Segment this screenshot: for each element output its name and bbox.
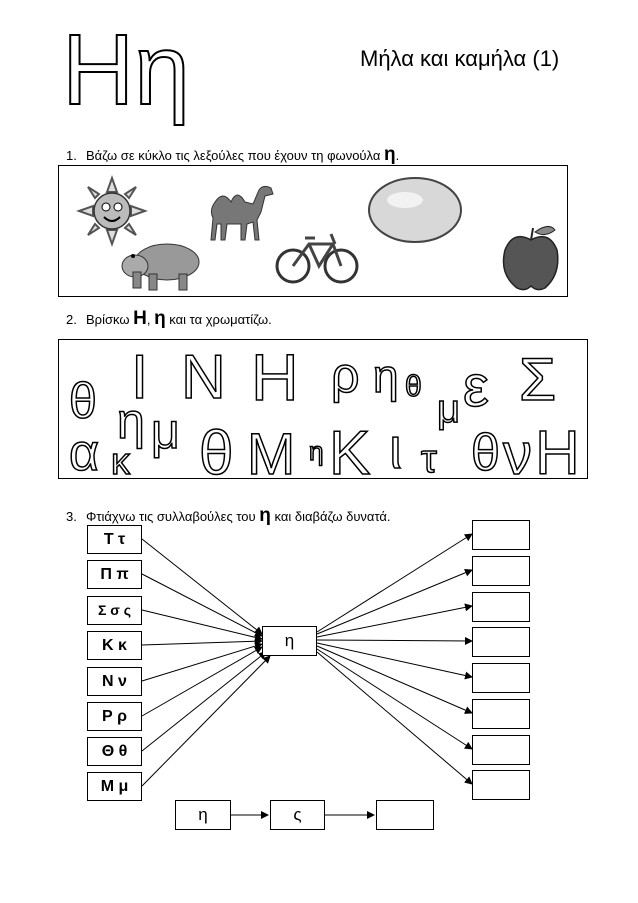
syllable-box-sigma: Σ σ ς (87, 596, 142, 625)
letter-eta-upper-1[interactable]: Η (251, 340, 299, 414)
letter-theta-1[interactable]: θ (69, 373, 97, 429)
bottom-answer-box[interactable] (376, 800, 434, 830)
syllable-box-pi: Π π (87, 560, 142, 589)
exercise-3-eta: η (259, 505, 271, 526)
exercise-2-text-end: και τα χρωματίζω. (165, 312, 272, 327)
answer-box-2[interactable] (472, 556, 530, 586)
answer-box-4[interactable] (472, 627, 530, 657)
syllable-box-mu: Μ μ (87, 772, 142, 801)
syllable-box-rho: Ρ ρ (87, 702, 142, 731)
letter-iota-lower[interactable]: ι (389, 416, 402, 481)
exercise-2-lower-eta: η (154, 308, 166, 329)
bottom-final-sigma-box: ς (270, 800, 325, 830)
answer-box-3[interactable] (472, 592, 530, 622)
letter-iota-upper[interactable]: Ι (131, 343, 149, 412)
exercise-2-comma: , (146, 312, 155, 327)
letter-rho[interactable]: ρ (331, 347, 360, 403)
answer-box-7[interactable] (472, 735, 530, 765)
center-eta-box: η (262, 626, 317, 656)
syllable-box-kappa: Κ κ (87, 631, 142, 660)
exercise-1-eta: η (383, 144, 396, 165)
answer-box-8[interactable] (472, 770, 530, 800)
exercise-1-number: 1. (66, 148, 77, 163)
letter-theta-3[interactable]: θ (199, 419, 234, 488)
letter-kappa-upper[interactable]: Κ (329, 419, 371, 488)
letter-sigma-upper[interactable]: Σ (519, 346, 557, 413)
exercise-1-text: Βάζω σε κύκλο τις λεξούλες που έχουν τη φωνούλα (86, 148, 384, 163)
syllable-box-tau: Τ τ (87, 525, 142, 554)
exercise-3-text-start: Φτιάχνω τις συλλαβούλες του (86, 509, 260, 524)
exercise-3-text-end: και διαβάζω δυνατά. (270, 509, 391, 524)
exercise-2-number: 2. (66, 312, 77, 327)
letter-mu-upper[interactable]: Μ (247, 422, 296, 487)
letter-mu-1[interactable]: μ (151, 403, 180, 459)
letter-eta-lower-2[interactable]: η (117, 393, 145, 449)
answer-box-5[interactable] (472, 663, 530, 693)
syllable-box-nu: Ν ν (87, 667, 142, 696)
letter-theta-4[interactable]: θ (471, 424, 500, 482)
exercise-2-text-start: Βρίσκω (86, 312, 134, 327)
letter-eta-lower-1[interactable]: η (373, 350, 399, 402)
letter-theta-2[interactable]: θ (405, 370, 422, 403)
letter-epsilon[interactable]: ε (463, 354, 489, 419)
answer-box-6[interactable] (472, 699, 530, 729)
page-title: Μήλα και καμήλα (1) (360, 46, 560, 71)
exercise-3-number: 3. (66, 509, 77, 524)
letter-kappa-lower[interactable]: κ (111, 441, 130, 483)
letter-alpha[interactable]: α (69, 424, 100, 482)
letter-nu-upper[interactable]: Ν (181, 343, 226, 412)
bottom-eta-box: η (175, 800, 231, 830)
letter-eta-lower-small[interactable]: η (309, 436, 324, 466)
exercise-2-upper-eta: Η (133, 308, 147, 329)
letter-tau-upper[interactable]: τ (421, 437, 437, 481)
exercise-1-period: . (395, 148, 400, 163)
letter-mu-2[interactable]: μ (437, 387, 461, 431)
answer-box-1[interactable] (472, 520, 530, 550)
outline-upper-eta: Ηη (62, 14, 190, 126)
letter-eta-upper-2[interactable]: Η (535, 419, 580, 488)
syllable-box-theta: Θ θ (87, 737, 142, 766)
letter-nu-lower[interactable]: ν (503, 422, 532, 487)
